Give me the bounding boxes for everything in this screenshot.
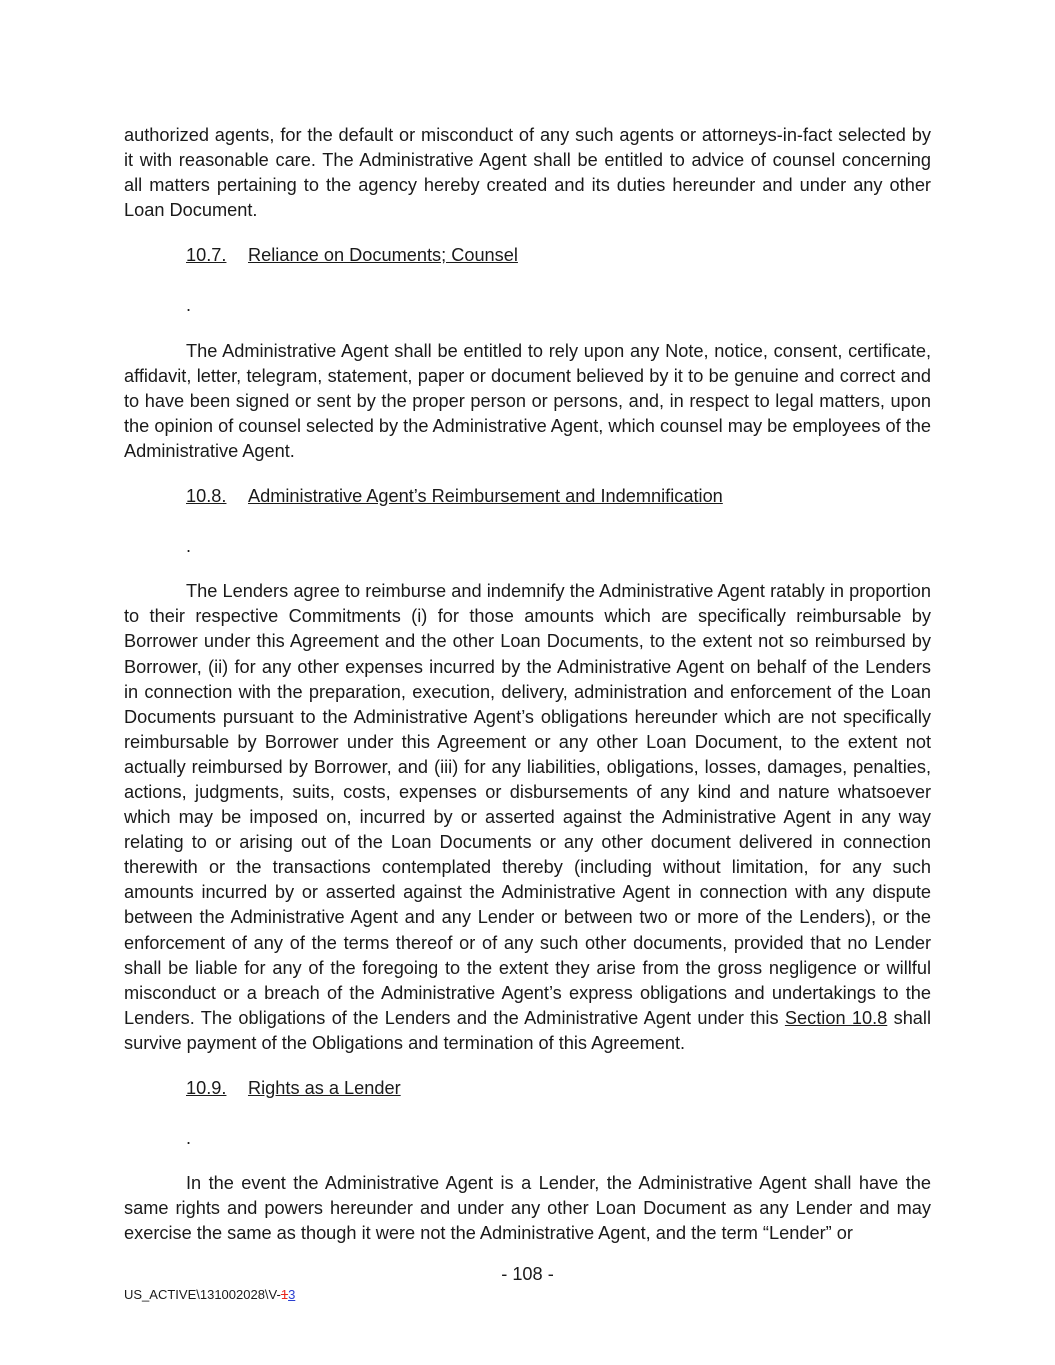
body-text: The Lenders agree to reimburse and indemnify the Administrative Agent ratably in proportion to their respective Commitments (i) for those amounts which are specifically reimbursable by Borrower under this Agreement and the other Loan Documents, to the extent not so reimbursed by Borrower, (ii) for any other expenses incurred by the Administrative Agent on behalf of the Lenders in connection with the preparation, execution, delivery, administration and enforcement of the Loan Documents pursuant to the Administrative Agent’s obligations hereunder which are not specifically reimbursable by Borrower under this Agreement or any other Loan Document, to the extent not actually reimbursed by Borrower, and (iii) for any liabilities, obligations, losses, damages, penalties, actions, judgments, suits, costs, expenses or disbursements of any kind and nature whatsoever which may be imposed on, incurred by or asserted against the Administrative Agent in any way relating to or arising out of the Loan Documents or any other document delivered in connection therewith or the transactions contemplated thereby (including without limitation, for any such amounts incurred by or asserted against the Administrative Agent in connection with any dispute between the Administrative Agent and any Lender or between two or more of the Lenders), or the enforcement of any of the terms thereof or of any such other documents, provided that no Lender shall be liable for any of the foregoing to the extent they arise from the gross negligence or willful misconduct or a breach of the Administrative Agent’s express obligations and undertakings to the Lenders. The obligations of the Lenders and the Administrative Agent under this (124, 581, 931, 1028)
heading-period: . (186, 295, 192, 316)
section-title: Rights as a Lender (248, 1078, 401, 1098)
heading-period: . (186, 1128, 192, 1149)
document-page (124, 123, 931, 1246)
intro-paragraph: authorized agents, for the default or misconduct of any such agents or attorneys-in-fact selected by it with reasonable care. The Administrative Agent shall be entitled to advice of counsel concerning all matters pertaining to the agency hereby created and its duties hereunder and under any other Loan Document. (124, 125, 931, 221)
section-number: 10.8. (186, 486, 227, 507)
section-number: 10.7. (186, 245, 227, 266)
section-heading-10-9 (124, 1076, 931, 1101)
section-body-10-7: The Administrative Agent shall be entitled to rely upon any Note, notice, consent, certificate, affidavit, letter, telegram, statement, paper or document believed by it to be genuine and correct and to have been signed or sent by the proper person or persons, and, in respect to legal matters, upon the opinion of counsel selected by the Administrative Agent, which counsel may be employees of the Administrative Agent. (124, 340, 931, 461)
page-number: - 108 - (501, 1264, 554, 1284)
section-body-10-8 (124, 579, 931, 1056)
doc-id-deleted-version: 1 (280, 1287, 289, 1302)
section-body-10-9: In the event the Administrative Agent is a Lender, the Administrative Agent shall have the same rights and powers hereunder and under any other Loan Document as any Lender and may exercise the same as though it were not the Administrative Agent, and the term “Lender” or (124, 1173, 931, 1244)
document-id (124, 1286, 295, 1304)
body-text: shall survive payment of the Obligations and termination of this Agreement. (124, 1007, 932, 1053)
section-title: Reliance on Documents; Counsel (248, 245, 518, 266)
section-number: 10.9. (186, 1078, 227, 1098)
doc-id-inserted-version: 3 (288, 1287, 296, 1302)
section-cross-reference: Section 10.8 (784, 1007, 888, 1028)
section-title: Administrative Agent’s Reimbursement and Indemnification (248, 486, 723, 507)
doc-id-prefix: US_ACTIVE\131002028\V- (124, 1287, 281, 1302)
heading-period: . (186, 536, 192, 557)
section-heading-10-7 (124, 243, 931, 268)
section-heading-10-8 (124, 484, 931, 509)
